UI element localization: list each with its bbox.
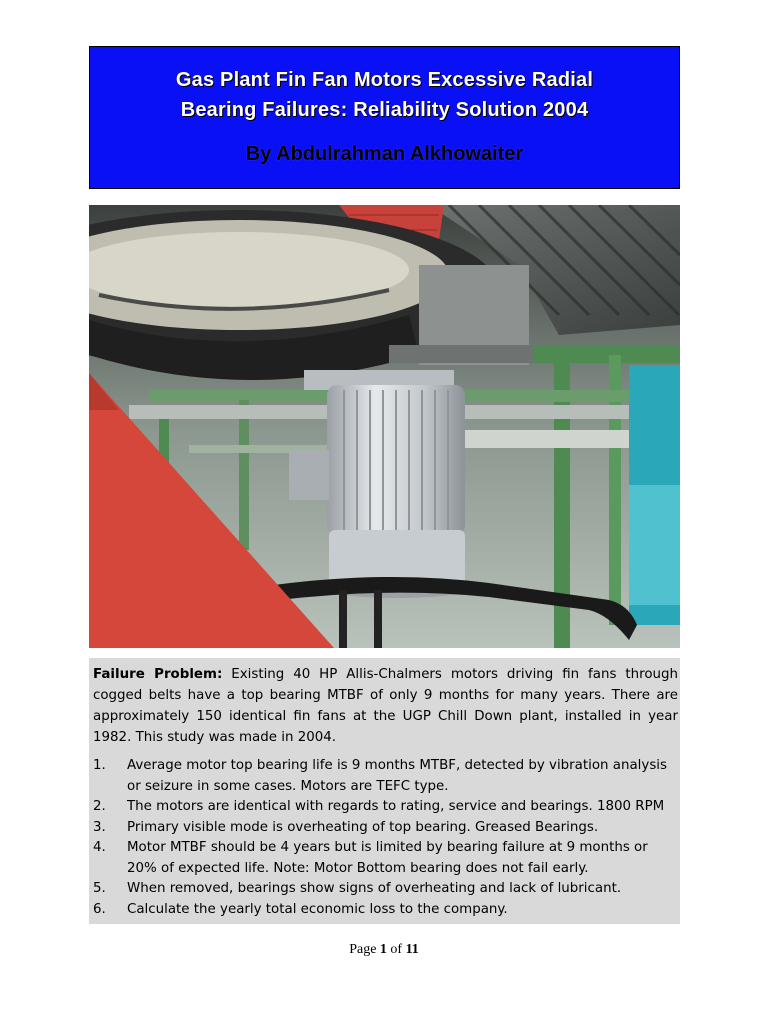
title-line-2: Bearing Failures: Reliability Solution 2004 — [180, 99, 589, 121]
list-item-number: 1. — [93, 758, 106, 773]
failure-problem-section — [89, 658, 680, 924]
list-item — [93, 756, 678, 797]
list-item-number: 2. — [93, 799, 106, 814]
list-item-number: 6. — [93, 901, 106, 917]
fin-fan-motor-photo — [89, 205, 680, 648]
page-footer — [0, 942, 768, 958]
of-word: of — [390, 942, 403, 957]
findings-list — [93, 756, 678, 920]
list-item-text: Primary visible mode is overheating of top bearing. Greased Bearings. — [127, 819, 599, 835]
list-item-number: 3. — [93, 819, 106, 835]
list-item — [93, 838, 678, 879]
list-item-text: Calculate the yearly total economic loss to the company. — [127, 901, 508, 917]
document-title — [90, 65, 679, 125]
list-item — [93, 900, 678, 921]
list-item — [93, 818, 678, 839]
list-item-text: Average motor top bearing life is 9 months MTBF, detected by vibration analysis or seizure in some cases. Motors are TEFC type. — [127, 758, 667, 794]
list-item-text: The motors are identical with regards to rating, service and bearings. 1800 RPM — [127, 799, 665, 814]
list-item-text: When removed, bearings show signs of overheating and lack of lubricant. — [127, 881, 622, 896]
list-item — [93, 879, 678, 900]
list-item-number: 5. — [93, 881, 106, 896]
total-pages-number: 11 — [405, 942, 419, 957]
failure-problem-label: Failure Problem: — [93, 667, 223, 682]
list-item-text: Motor MTBF should be 4 years but is limited by bearing failure at 9 months or 20% of expected life. Note: Motor Bottom bearing does not fail early. — [127, 840, 648, 876]
author-line: By Abdulrahman Alkhowaiter — [245, 143, 524, 165]
page-word: Page — [349, 942, 377, 957]
title-banner — [89, 46, 680, 189]
intro-text: Existing 40 HP Allis-Chalmers motors driving fin fans through cogged belts have a top bearing MTBF of only 9 months for many years. There are approximately 150 identical fin fans at the UGP Chill Down plant, installed in year 1982. This study was made in 2004. — [93, 667, 678, 745]
list-item — [93, 797, 678, 818]
title-line-1: Gas Plant Fin Fan Motors Excessive Radial — [175, 69, 594, 91]
current-page-number: 1 — [379, 942, 387, 957]
intro-paragraph — [93, 664, 678, 748]
list-item-number: 4. — [93, 840, 106, 855]
